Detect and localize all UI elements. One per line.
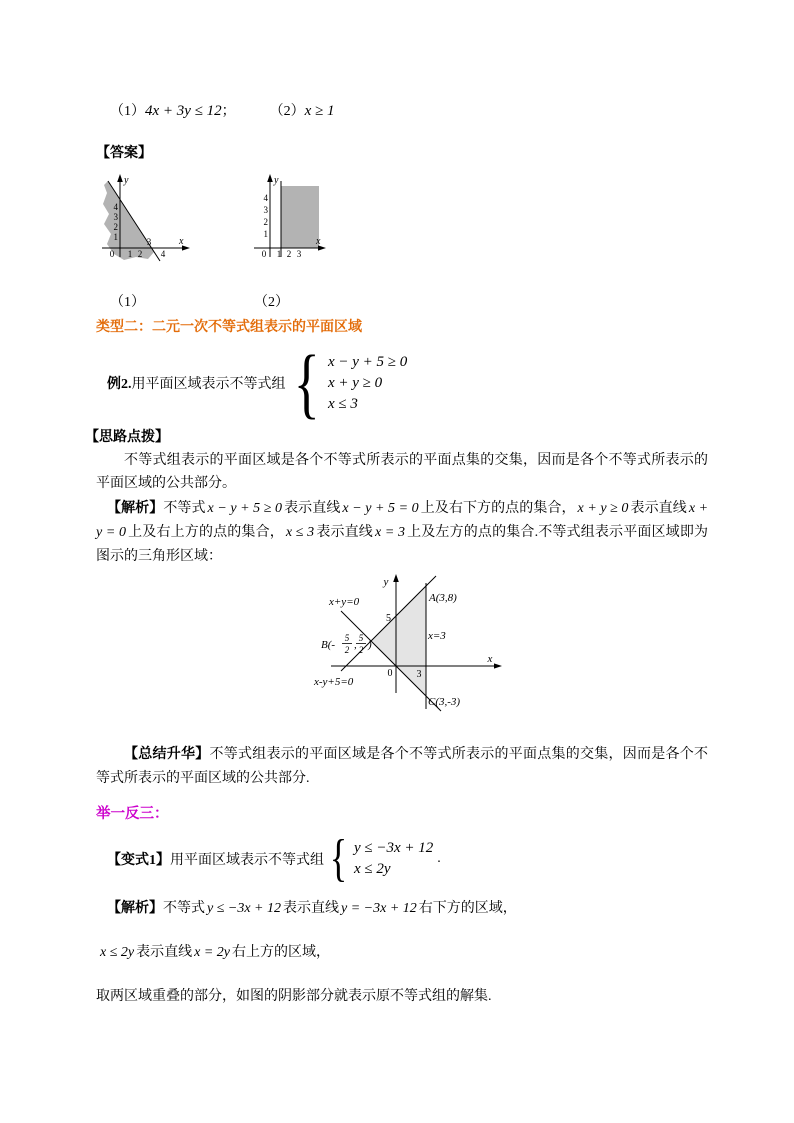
text-segment: 表示直线 (284, 501, 341, 516)
answer-label: 【答案】 (96, 146, 152, 161)
x-axis-arrow-icon (494, 663, 502, 668)
variant-1-row (107, 831, 708, 887)
variant-analysis-line-2 (98, 941, 708, 965)
text-segment: x ≤ 3 (285, 525, 315, 540)
text-segment: 不等式 (163, 901, 205, 916)
inequality-system (354, 838, 433, 880)
answer-figures (96, 173, 708, 269)
line-label-x-minus-y-plus-5: x-y+5=0 (314, 676, 354, 688)
left-brace: { (293, 339, 320, 426)
y-tick: 3 (263, 205, 268, 215)
text-segment: 不等式组表示的平面区域是各个不等式所表示的平面点集的交集，因而是各个不等式所表示的平面区域的公共部分. (96, 747, 708, 786)
text-segment: 上及右上方的点的集合， (127, 525, 284, 540)
problem-1-expression: 4x + 3y ≤ 12 (145, 103, 222, 119)
line-label-x-equals-3: x=3 (428, 630, 446, 642)
system-line: x ≤ 2y (353, 861, 391, 877)
x-tick: 3 (146, 237, 152, 247)
point-b-den1: 2 (344, 645, 350, 655)
text-segment: 上及左方的点的集合.不等式组表示平面区域即为图示的三角形区域： (96, 525, 708, 564)
text-segment: 右上方的区域， (232, 945, 330, 960)
text-segment: y ≤ −3x + 12 (207, 901, 282, 916)
text-segment: 【总结升华】 (124, 747, 210, 762)
problems-line (110, 100, 708, 123)
x-tick: 2 (137, 249, 143, 259)
variant-1-lead: 用平面区域表示不等式组 (170, 853, 324, 868)
idea-label: 【思路点拨】 (85, 430, 169, 445)
y-axis-arrow-icon (117, 174, 123, 182)
problem-1-label: （1） (110, 104, 145, 119)
text-segment: 表示直线 (136, 945, 193, 960)
y-axis-label: y (124, 175, 129, 186)
shaded-region (281, 186, 319, 248)
origin-label: 0 (109, 249, 115, 259)
idea-paragraph: 不等式组表示的平面区域是各个不等式所表示的平面点集的交集，因而是各个不等式所表示的平面区域的公共部分。 (96, 453, 708, 491)
text-segment: 上及右下方的点的集合， (420, 501, 576, 516)
sentence-period: . (437, 851, 441, 866)
origin-label: 0 (387, 668, 393, 679)
y-axis-label: y (383, 576, 389, 588)
text-segment: x − y + 5 = 0 (342, 501, 419, 516)
text-segment: 不等式 (163, 501, 206, 516)
y-axis-arrow-icon (267, 174, 273, 182)
variant-analysis-line-3: 取两区域重叠的部分，如图的阴影部分就表示原不等式组的解集. (96, 989, 492, 1004)
section-heading-type-2: 类型二：二元一次不等式组表示的平面区域 (96, 320, 362, 335)
document-content (85, 100, 709, 1009)
y-tick: 4 (113, 202, 118, 212)
variant-1-label: 【变式1】 (107, 853, 170, 868)
x-tick: 4 (160, 249, 166, 259)
y-tick: 2 (263, 217, 268, 227)
figure-1-caption: （1） (110, 295, 145, 310)
text-segment: 右下方的区域， (418, 901, 517, 916)
analysis-paragraph (96, 497, 708, 569)
figure-captions (96, 291, 708, 311)
point-b-num1: 5 (344, 633, 350, 643)
text-segment: x = 2y (194, 945, 230, 960)
y-intercept-label: 5 (386, 613, 391, 624)
text-segment: x ≤ 2y (100, 945, 135, 960)
followup-heading: 举一反三： (96, 806, 169, 822)
point-b-suffix: ) (368, 639, 372, 651)
text-segment: x − y + 5 ≥ 0 (207, 501, 283, 516)
answer-figure-2 (250, 173, 330, 269)
line-label-x-plus-y: x+y=0 (329, 596, 360, 608)
problem-1-punct: ； (221, 104, 236, 119)
y-tick: 1 (113, 232, 118, 242)
text-segment: 【解析】 (107, 501, 164, 516)
system-line: x − y + 5 ≥ 0 (327, 353, 408, 370)
y-tick: 2 (113, 222, 118, 232)
solution-figure-block (311, 571, 546, 721)
point-b-den2: 2 (358, 645, 364, 655)
left-brace: { (329, 830, 348, 887)
x-axis-label: x (179, 236, 184, 247)
origin-label: 0 (261, 249, 267, 259)
x-tick: 3 (296, 249, 302, 259)
x-tick: 1 (276, 249, 282, 259)
text-segment: 表示直线 (630, 501, 687, 516)
solution-figure (311, 571, 546, 721)
x-axis-label: x (316, 236, 321, 247)
text-segment: 表示直线 (316, 525, 373, 540)
system-line: y ≤ −3x + 12 (353, 840, 434, 856)
text-segment: y = −3x + 12 (341, 901, 417, 916)
point-b-comma: , (354, 639, 357, 651)
inequality-system (328, 352, 407, 415)
example-2-lead: 用平面区域表示不等式组 (131, 377, 286, 392)
point-a-label: A(3,8) (429, 592, 457, 604)
text-segment: x + y = 0 (96, 501, 709, 540)
summary-paragraph (96, 743, 708, 791)
y-tick: 1 (263, 229, 268, 239)
point-c-label: C(3,-3) (428, 696, 461, 708)
example-2-number: 例2. (107, 377, 132, 392)
text-segment: x = 3 (374, 525, 405, 540)
variant-analysis-line-1 (107, 897, 708, 921)
problem-2-expression: x ≥ 1 (304, 103, 335, 119)
x-tick: 1 (127, 249, 133, 259)
system-line: x ≤ 3 (327, 395, 358, 412)
point-b-prefix: B(- (321, 639, 336, 651)
x-tick-3: 3 (416, 669, 422, 680)
y-tick: 3 (113, 212, 118, 222)
text-segment: 【解析】 (107, 901, 163, 916)
x-axis-label: x (487, 653, 493, 665)
y-axis-arrow-icon (393, 574, 399, 582)
system-line: x + y ≥ 0 (327, 374, 383, 391)
example-2-row (107, 339, 708, 426)
y-tick: 4 (263, 193, 268, 203)
text-segment: 表示直线 (283, 901, 340, 916)
text-segment: x + y ≥ 0 (577, 501, 629, 516)
point-b-num2: 5 (358, 633, 364, 643)
figure-2-caption: （2） (254, 295, 289, 310)
x-tick: 2 (286, 249, 292, 259)
y-axis-label: y (274, 175, 279, 186)
answer-figure-1 (98, 173, 194, 269)
problem-2-label: （2） (269, 104, 305, 119)
